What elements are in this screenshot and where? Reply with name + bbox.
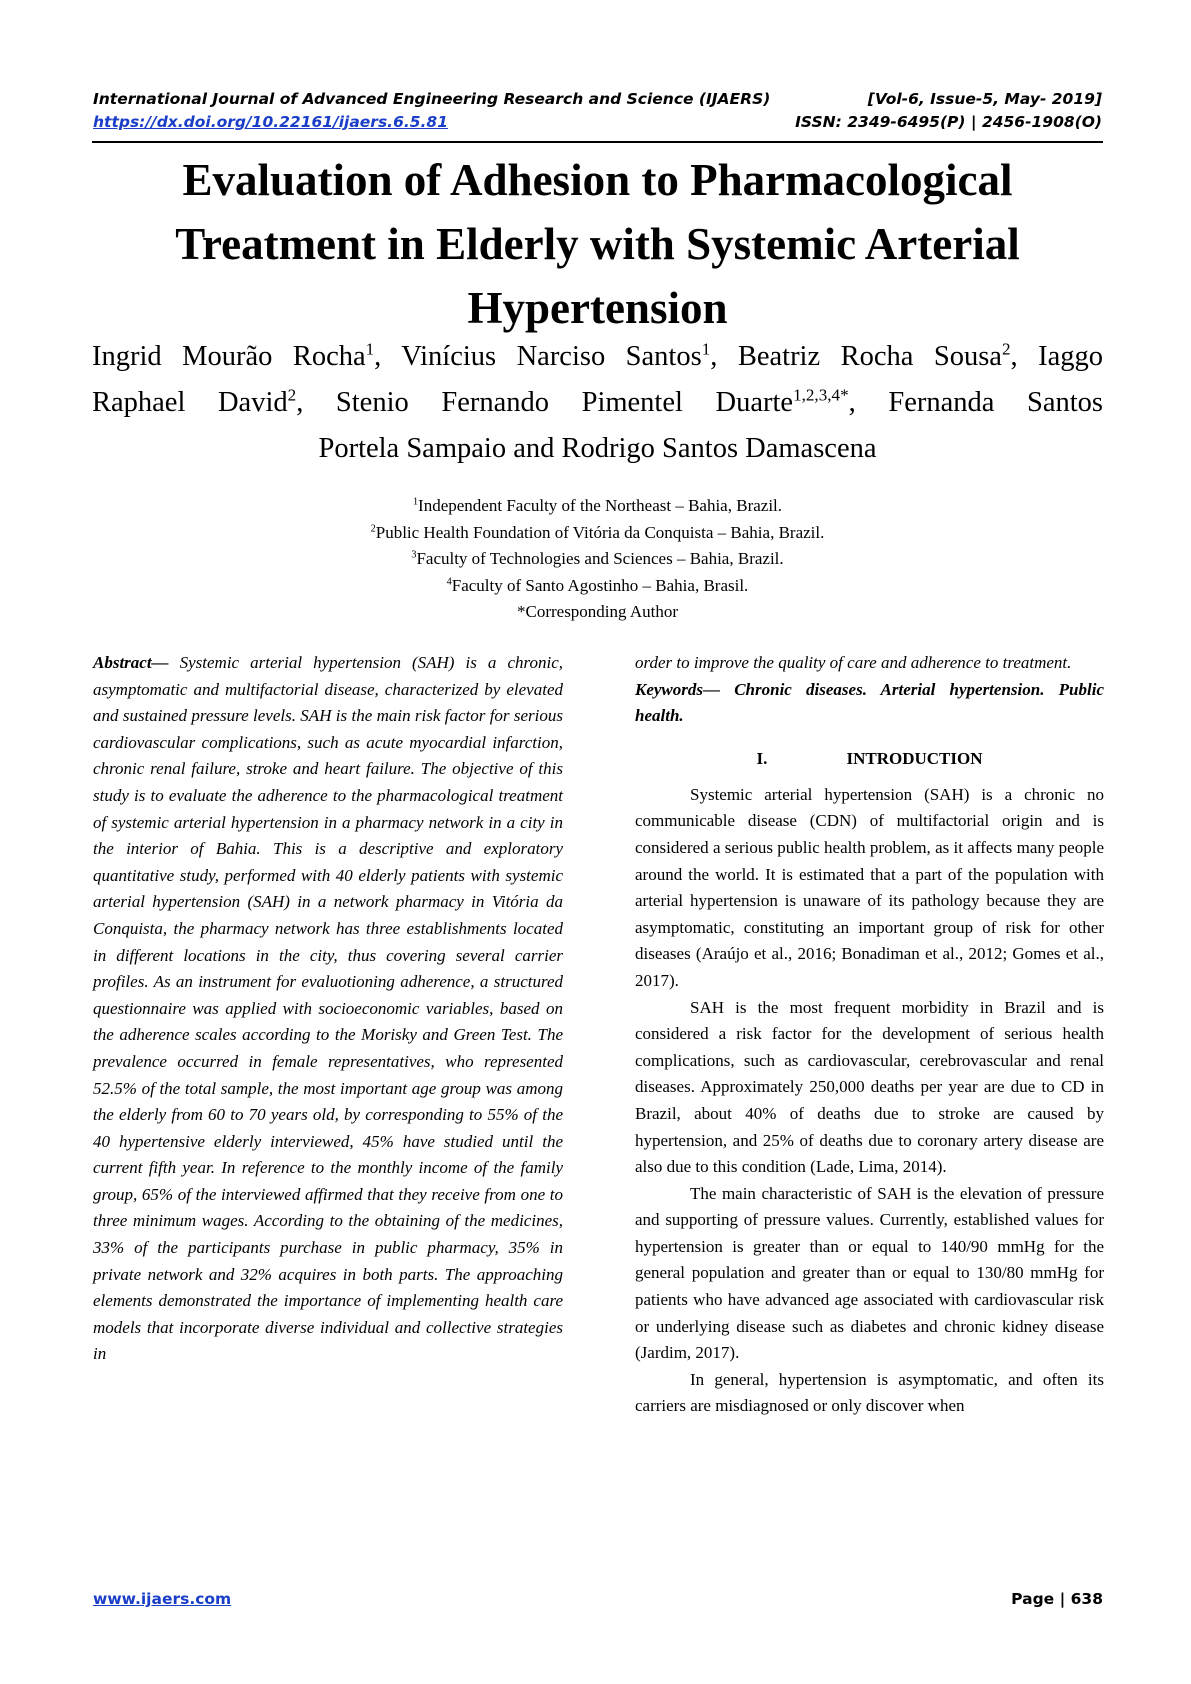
author-name: , Stenio Fernando Pimentel Duarte (296, 387, 794, 418)
affiliation (92, 520, 1103, 547)
author-name: , Iaggo (1010, 341, 1103, 372)
affiliation (92, 546, 1103, 573)
running-header-right (795, 88, 1102, 134)
abstract-text: Systemic arterial hypertension (SAH) is a chronic, asymptomatic and multifactorial disease, characterized by elevated and sustained pressure levels. SAH is the main risk factor for serious cardiovascular complications, such as acute myocardial infarction, chronic renal failure, stroke and heart failure. The objective of this study is to evaluate the adherence to the pharmacological treatment of systemic arterial hypertension in a pharmacy network in a city in the interior of Bahia. This is a descriptive and exploratory quantitative study, performed with 40 elderly patients with systemic arterial hypertension (SAH) in a network pharmacy in Vitória da Conquista, the pharmacy network has three establishments located in different locations in the city, thus covering several carrier profiles. As an instrument for evaluotioning adherence, a structured questionnaire was applied with socioeconomic variables, based on the adherence scales according to the Morisky and Green Test. The prevalence occurred in female representatives, who represented 52.5% of the total sample, the most important age group was among the elderly from 60 to 70 years old, by corresponding to 55% of the 40 hypertensive elderly interviewed, 45% have studied until the current fifth year. In reference to the monthly income of the family group, 65% of the interviewed affirmed that they receive from one to three minimum wages. According to the obtaining of the medicines, 33% of the participants purchase in public pharmacy, 35% in private network and 32% acquires in both parts. The approaching elements demonstrated the importance of implementing health care models that incorporate diverse individual and collective strategies in (93, 653, 563, 1364)
affiliation-mark: 2 (370, 522, 376, 534)
affiliation-text: Faculty of Technologies and Sciences – Bahia, Brazil. (416, 549, 784, 568)
title-line: Evaluation of Adhesion to Pharmacological (182, 155, 1013, 205)
affiliation-mark: 3 (411, 549, 417, 561)
affiliation-mark: 1,2,3,4* (793, 385, 849, 405)
paragraph: Systemic arterial hypertension (SAH) is a chronic no communicable disease (CDN) of multifactorial origin and is considered a serious public health problem, as it affects many people around the world. It is estimated that a part of the population with arterial hypertension is unaware of its pathology because they are asymptomatic, constituting an important group of risk for other diseases (Araújo et al., 2016; Bonadiman et al., 2012; Gomes et al., 2017). (635, 784, 1104, 990)
issn-info: ISSN: 2349-6495(P) | 2456-1908(O) (795, 113, 1102, 131)
author-name: , Fernanda Santos (848, 387, 1104, 418)
page-number: Page | 638 (1011, 1590, 1103, 1608)
section-heading (635, 746, 1104, 772)
author-name: Raphael David (92, 387, 288, 418)
right-column (635, 650, 1104, 1420)
header-divider (92, 141, 1103, 143)
author-name: and Rodrigo Santos Damascena (513, 433, 877, 464)
affiliation-mark: 1 (701, 339, 711, 359)
title-line: Hypertension (467, 283, 728, 333)
paragraph: The main characteristic of SAH is the elevation of pressure and supporting of pressure values. Currently, established values for hypertension is greater than or equal to 140/90 mmHg for the general population and greater than or equal to 130/80 mmHg for patients who have advanced age associated with cardiovascular risk or underlying disease such as diabetes and chronic kidney disease (Jardim, 2017). (635, 1183, 1104, 1363)
affiliations (92, 493, 1103, 626)
section-title: INTRODUCTION (846, 748, 983, 768)
title-line: Treatment in Elderly with Systemic Arterial (175, 219, 1020, 269)
author-line (92, 426, 1103, 472)
paper-title (92, 148, 1103, 340)
keywords (635, 677, 1104, 730)
paragraph: SAH is the most frequent morbidity in Brazil and is considered a risk factor for the development of serious health complications, such as cardiovascular, cerebrovascular and renal diseases. Approximately 250,000 deaths per year are due to CD in Brazil, about 40% of deaths due to stroke are caused by hypertension, and 25% of deaths due to coronary artery disease are also due to this condition (Lade, Lima, 2014). (635, 997, 1104, 1177)
author-line (92, 334, 1103, 380)
doi-link[interactable]: https://dx.doi.org/10.22161/ijaers.6.5.81 (93, 113, 448, 131)
left-column (93, 650, 563, 1368)
running-header-left (93, 88, 770, 134)
journal-name: International Journal of Advanced Engineering Research and Science (IJAERS) (93, 90, 771, 108)
abstract (93, 650, 563, 1368)
section-number: I. (756, 748, 768, 768)
affiliation-text: Independent Faculty of the Northeast – Bahia, Brazil. (418, 496, 783, 515)
journal-website-link[interactable]: www.ijaers.com (93, 1590, 232, 1608)
author-name: , Beatriz Rocha Sousa (710, 341, 1002, 372)
affiliation-mark: 4 (446, 575, 452, 587)
affiliation-text: Public Health Foundation of Vitória da Conquista – Bahia, Brazil. (375, 522, 825, 542)
affiliation (92, 493, 1103, 520)
author-line (92, 380, 1103, 426)
keywords-label: Keywords— (635, 679, 720, 699)
author-name: Ingrid Mourão Rocha (92, 341, 366, 372)
keywords-text: Chronic diseases. Arterial hypertension. Public health. (635, 679, 1104, 726)
affiliation-text: Faculty of Santo Agostinho – Bahia, Brasil. (451, 575, 749, 595)
affiliation-mark: 1 (365, 339, 375, 359)
volume-info: [Vol-6, Issue-5, May- 2019] (867, 90, 1102, 108)
author-list (92, 334, 1103, 472)
author-name: Portela Sampaio (318, 433, 507, 464)
corresponding-author: *Corresponding Author (516, 602, 679, 621)
author-name: , Vinícius Narciso Santos (374, 341, 702, 372)
affiliation (92, 573, 1103, 600)
affiliation-mark: 2 (287, 385, 297, 405)
abstract-continuation: order to improve the quality of care and adherence to treatment. (635, 653, 1072, 672)
affiliation-mark: 1 (412, 496, 419, 508)
paragraph: In general, hypertension is asymptomatic, and often its carriers are misdiagnosed or only discover when (635, 1369, 1104, 1416)
affiliation-mark: 2 (1001, 339, 1011, 359)
abstract-label: Abstract— (93, 653, 169, 672)
